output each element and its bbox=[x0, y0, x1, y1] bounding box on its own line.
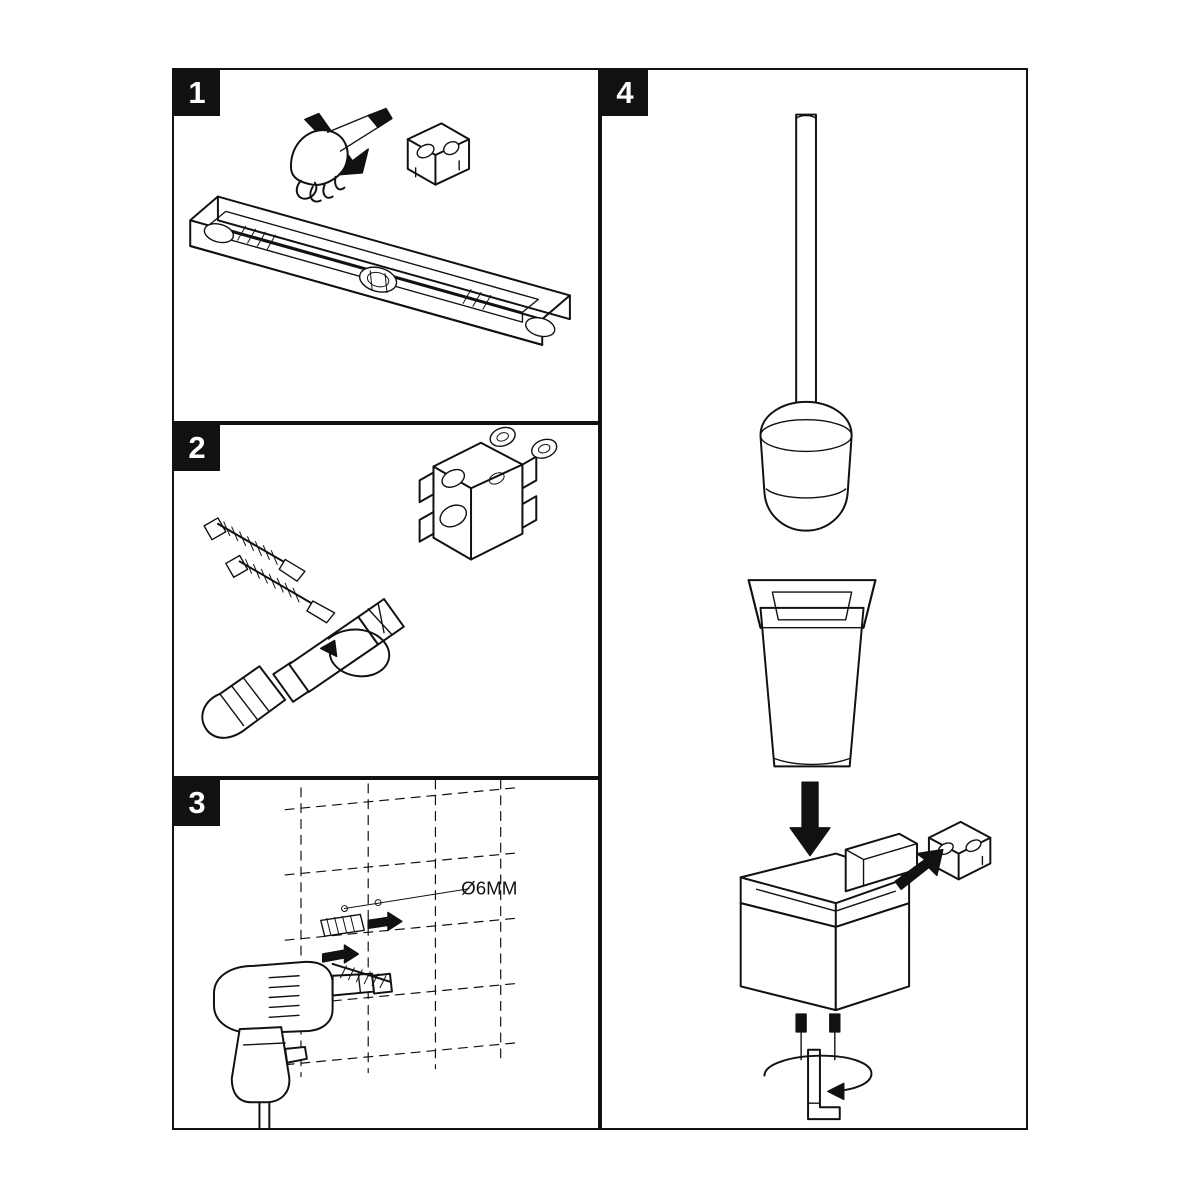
step-panel-1 bbox=[172, 68, 600, 423]
power-drill-icon bbox=[214, 962, 392, 1128]
step-4-illustration bbox=[602, 70, 1026, 1128]
tiled-wall-icon bbox=[285, 780, 514, 1077]
brush-cup-icon bbox=[749, 580, 876, 766]
step-number-badge: 2 bbox=[174, 425, 220, 471]
step-number-badge: 1 bbox=[174, 70, 220, 116]
hand-marking-icon bbox=[291, 109, 392, 202]
step-1-illustration bbox=[174, 70, 598, 421]
step-number-badge: 4 bbox=[602, 70, 648, 116]
spirit-level-icon bbox=[190, 197, 570, 345]
step-3-illustration bbox=[174, 780, 598, 1128]
wall-holder-base-icon bbox=[741, 834, 917, 1010]
screw-icon bbox=[226, 556, 335, 623]
step-number-badge: 3 bbox=[174, 780, 220, 826]
wall-bracket-icon bbox=[408, 123, 469, 184]
allen-key-icon bbox=[764, 1050, 871, 1119]
screw-icon bbox=[204, 518, 305, 581]
insert-arrow-icon bbox=[790, 782, 830, 855]
toilet-brush-icon bbox=[761, 115, 852, 531]
diameter-label: Ø6MM bbox=[461, 877, 518, 899]
step-panel-4 bbox=[600, 68, 1028, 1130]
step-2-illustration bbox=[174, 425, 598, 776]
screwdriver-icon bbox=[202, 599, 403, 738]
step-panel-3 bbox=[172, 778, 600, 1130]
wall-bracket-icon bbox=[420, 443, 537, 560]
wall-anchor-icon bbox=[321, 912, 402, 962]
step-panel-2 bbox=[172, 423, 600, 778]
